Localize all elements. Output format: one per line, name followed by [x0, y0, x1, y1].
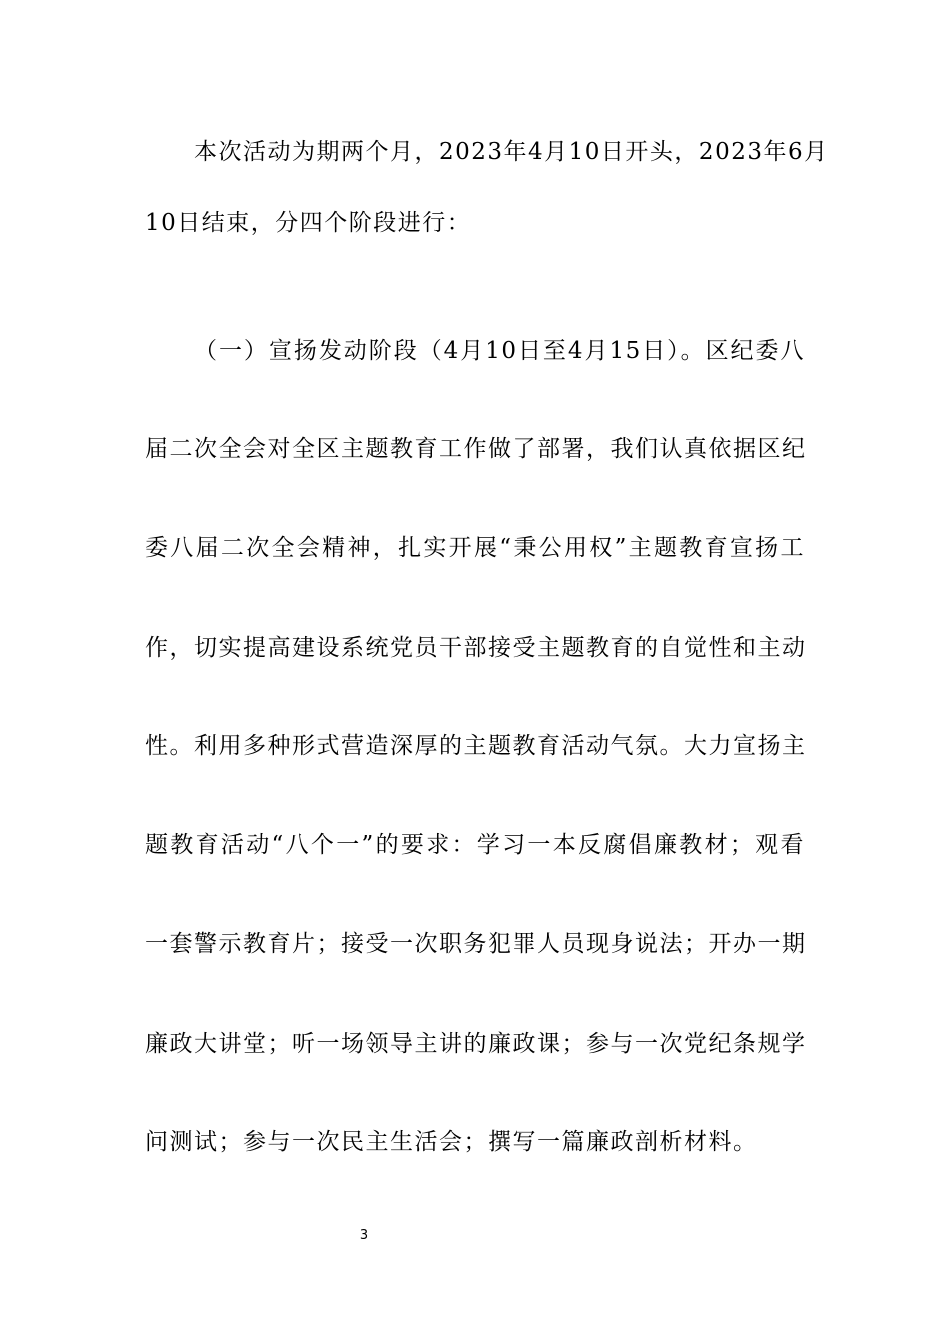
- paragraph-2-line-7: 一套警示教育片；接受一次职务犯罪人员现身说法；开办一期: [145, 931, 807, 957]
- paragraph-2-line-6: 题教育活动“八个一”的要求：学习一本反腐倡廉教材；观看: [145, 832, 805, 858]
- paragraph-2-line-5: 性。利用多种形式营造深厚的主题教育活动气氛。大力宣扬主: [145, 733, 807, 759]
- paragraph-1-line-1: 本次活动为期两个月，2023年4月10日开头，2023年6月: [194, 139, 829, 165]
- paragraph-2-line-1: （一）宣扬发动阶段（4月10日至4月15日）。区纪委八: [194, 338, 805, 364]
- paragraph-2-line-2: 届二次全会对全区主题教育工作做了部署，我们认真依据区纪: [145, 436, 807, 462]
- paragraph-2-line-9: 问测试；参与一次民主生活会；撰写一篇廉政剖析材料。: [145, 1129, 758, 1155]
- paragraph-1-line-2: 10日结束，分四个阶段进行：: [145, 210, 472, 236]
- page-number: 3: [359, 1228, 369, 1243]
- paragraph-2-line-8: 廉政大讲堂；听一场领导主讲的廉政课；参与一次党纪条规学: [145, 1031, 807, 1057]
- paragraph-2-line-4: 作，切实提高建设系统党员干部接受主题教育的自觉性和主动: [145, 635, 807, 661]
- paragraph-2-line-3: 委八届二次全会精神，扎实开展“秉公用权”主题教育宣扬工: [145, 535, 805, 561]
